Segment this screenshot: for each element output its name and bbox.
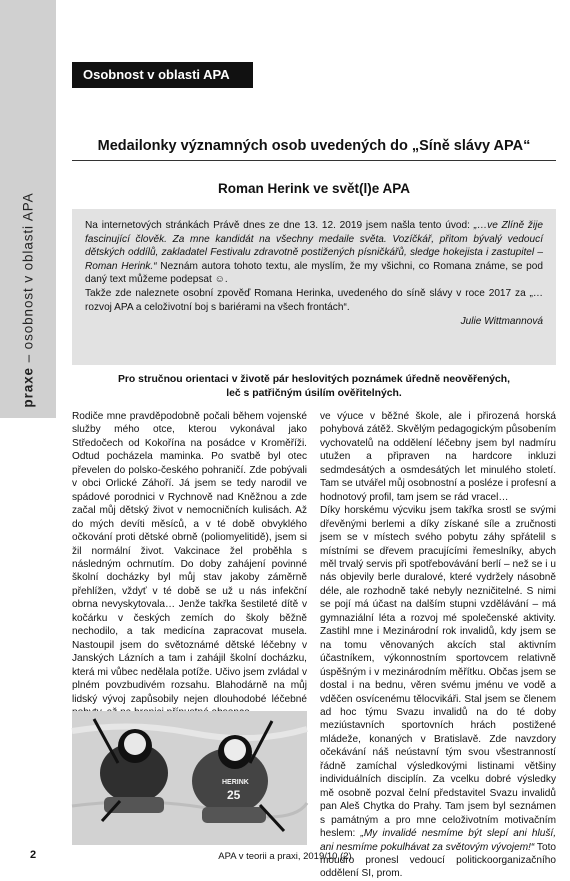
- body-right-paragraph-2: [320, 504, 556, 881]
- section-banner: Osobnost v oblasti APA: [72, 62, 253, 88]
- jersey-name: HERINK: [222, 779, 249, 786]
- intro-paragraph-1: [85, 219, 543, 287]
- intro-text-a: Na internetových stránkách Právě dnes ze dne 13. 12. 2019 jsem našla tento úvod:: [85, 220, 474, 231]
- intro-quote: „…ve Zlíně žije fascinující člověk. Za mne kandidát na všechny medaile světa. Vozíčkář, přitom bývalý vedoucí dětských oddílů, zakladatel Festivalu zdravotně postižených písničkářů, sledge hokejista i zastupitel – Roman Herink.“: [85, 220, 543, 272]
- body-right-text-a: Díky horskému výcviku jsem takřka srostl se svými dřevěnými berlemi a díky získané síle a zručnosti jsem se v místech svého pobytu záhy spřátelil s místními se dřevem pracujícími řemeslníky, abych měl trvalý servis při spotřebovávání berlí – než se i u nás objevily berle duralové, které vydržely násobně déle, ale rozhodně také nebyly nezničitelné. S nimi se pojí má účast na dalším stupni vzdělávání – má gymnaziální léta a rozvoj mé společenské aktivity. Zastihl mne i Mezinárodní rok invalidů, kdy jsem se na tomu věnovaných akcích stal aktivním účastníkem, výkonnostním sportovcem relativně úspěšným i v mezinárodním měřítku. Občas jsem se dostal i na bednu, věren svému jménu ve vodě a vděčen osvícenému tělocvikáři. Stal jsem se členem ad hoc týmu Svazu invalidů na do té doby meziústavních sportovních hrách postižené mládeže, konaných v Bratislavě. Zde navzdory očekávání náš neústavní tým svou všestranností řádně zamíchal výsledkovými listinami většiny individuálních disciplín. Za vcelku dobré výsledky mě osobně pozval čelní představitel Svazu invalidů pan Aleš Chytka do Prahy. Tam jsem byl seznámen s památným a pro mne celoživotním motivačním heslem:: [320, 505, 556, 840]
- sidebar-label-bold: praxe: [20, 367, 36, 408]
- body-right-quote: „My invalidé nesmíme být slepí ani hluší, ani nesmíme pokulhávat za světovým vývojem!“: [320, 828, 556, 853]
- body-column-right: [320, 410, 556, 880]
- sidebar-label-rest: – osobnost v oblasti APA: [20, 192, 36, 368]
- intro-paragraph-2: Takže zde naleznete osobní zpověď Romana Herinka, uvedeného do síně slávy v roce 2017 za „…rozvoj APA a celoživotní boj s bariérami na všech frontách“.: [85, 287, 543, 313]
- page-number: 2: [30, 849, 37, 861]
- lead-heading: [72, 373, 556, 401]
- body-right-text-b: Toto moudro pronesl vedoucí politickoorganizačního oddělení SI, prom.: [320, 841, 556, 880]
- lead-heading-line-1: Pro stručnou orientaci v životě pár heslovitých poznámek úředně neověřených,: [117, 374, 511, 385]
- body-right-paragraph-1: ve výuce v běžné škole, ale i přirozená horská pohybová zátěž. Skvělým pedagogickým působením vychovatelů na oddělení léčebny jsem byl nadmíru utužen a připraven na hardcore inkluzi sedmdesátých a osmdesátých let minulého století. Tam se utvářel můj osobnostní a posléze i profesní a hodnotový profil, tam jsem se rád vracel…: [320, 411, 556, 503]
- photo-illustration: [72, 711, 307, 845]
- article-subtitle: Roman Herink ve svět(l)e APA: [217, 181, 411, 196]
- journal-footer: APA v teorii a praxi, 2019/10 (2): [218, 851, 352, 862]
- article-title: Medailonky významných osob uvedených do „Síně slávy APA“: [97, 138, 531, 154]
- body-column-left: [72, 410, 307, 710]
- sledge-hockey-photo: [72, 711, 307, 845]
- title-divider: [72, 160, 556, 161]
- intro-signature: Julie Wittmannová: [460, 316, 543, 328]
- body-left-paragraph: Rodiče mne pravděpodobně počali během vojenské služby mého otce, kterou vykonával jako Středočech od Kokořína na posádce v Kroměříži. Odtud pocházela maminka. Po svatbě byl otec převelen do polsko-českého pohraničí. Zde pobývali v obci Orlické Záhoří. Já jsem se tedy narodil ve spádové porodnici v Rychnově nad Kněžnou a zde začal můj dětský život v nemocničních kulisách. Až do mých devíti měsíců, a v té době obvyklého očkování proti dětské obrně (poliomyelitidě), jsem si žil normální život. Vakcinace žel proběhla s následným ochrnutím. Do doby zahájení povinné školní docházky byl můj stav jakoby záměrně přehlížen, vždyť v té době se už u nás infekční obrna nevyskytovala… Jenže takřka šestileté dítě v kočárku v českých zemích do školy běžně nechodilo, a tak medicína zapracovat musela. Nastoupil jsem do světoznámé dětské léčebny v Janských Lázních a tam i zahájil školní docházku, která mi vůbec nedělala potíže. Učivo jsem zvládal v plném povzbudivém rozsahu. Blahodárně na můj lidský vývoj zapůsobily nejen dlouhodobé léčebné: [72, 411, 307, 705]
- intro-box: [72, 209, 556, 365]
- sidebar-section-label: [21, 192, 36, 407]
- intro-text-b: Neznám autora tohoto textu, ale myslím, že my všichni, co Romana známe, se pod daný text můžeme podepsat ☺.: [85, 260, 543, 286]
- jersey-number: 25: [227, 788, 241, 802]
- lead-heading-line-2: leč s patřičným úsilím ověřitelných.: [226, 388, 402, 399]
- sidebar-band: [0, 0, 56, 418]
